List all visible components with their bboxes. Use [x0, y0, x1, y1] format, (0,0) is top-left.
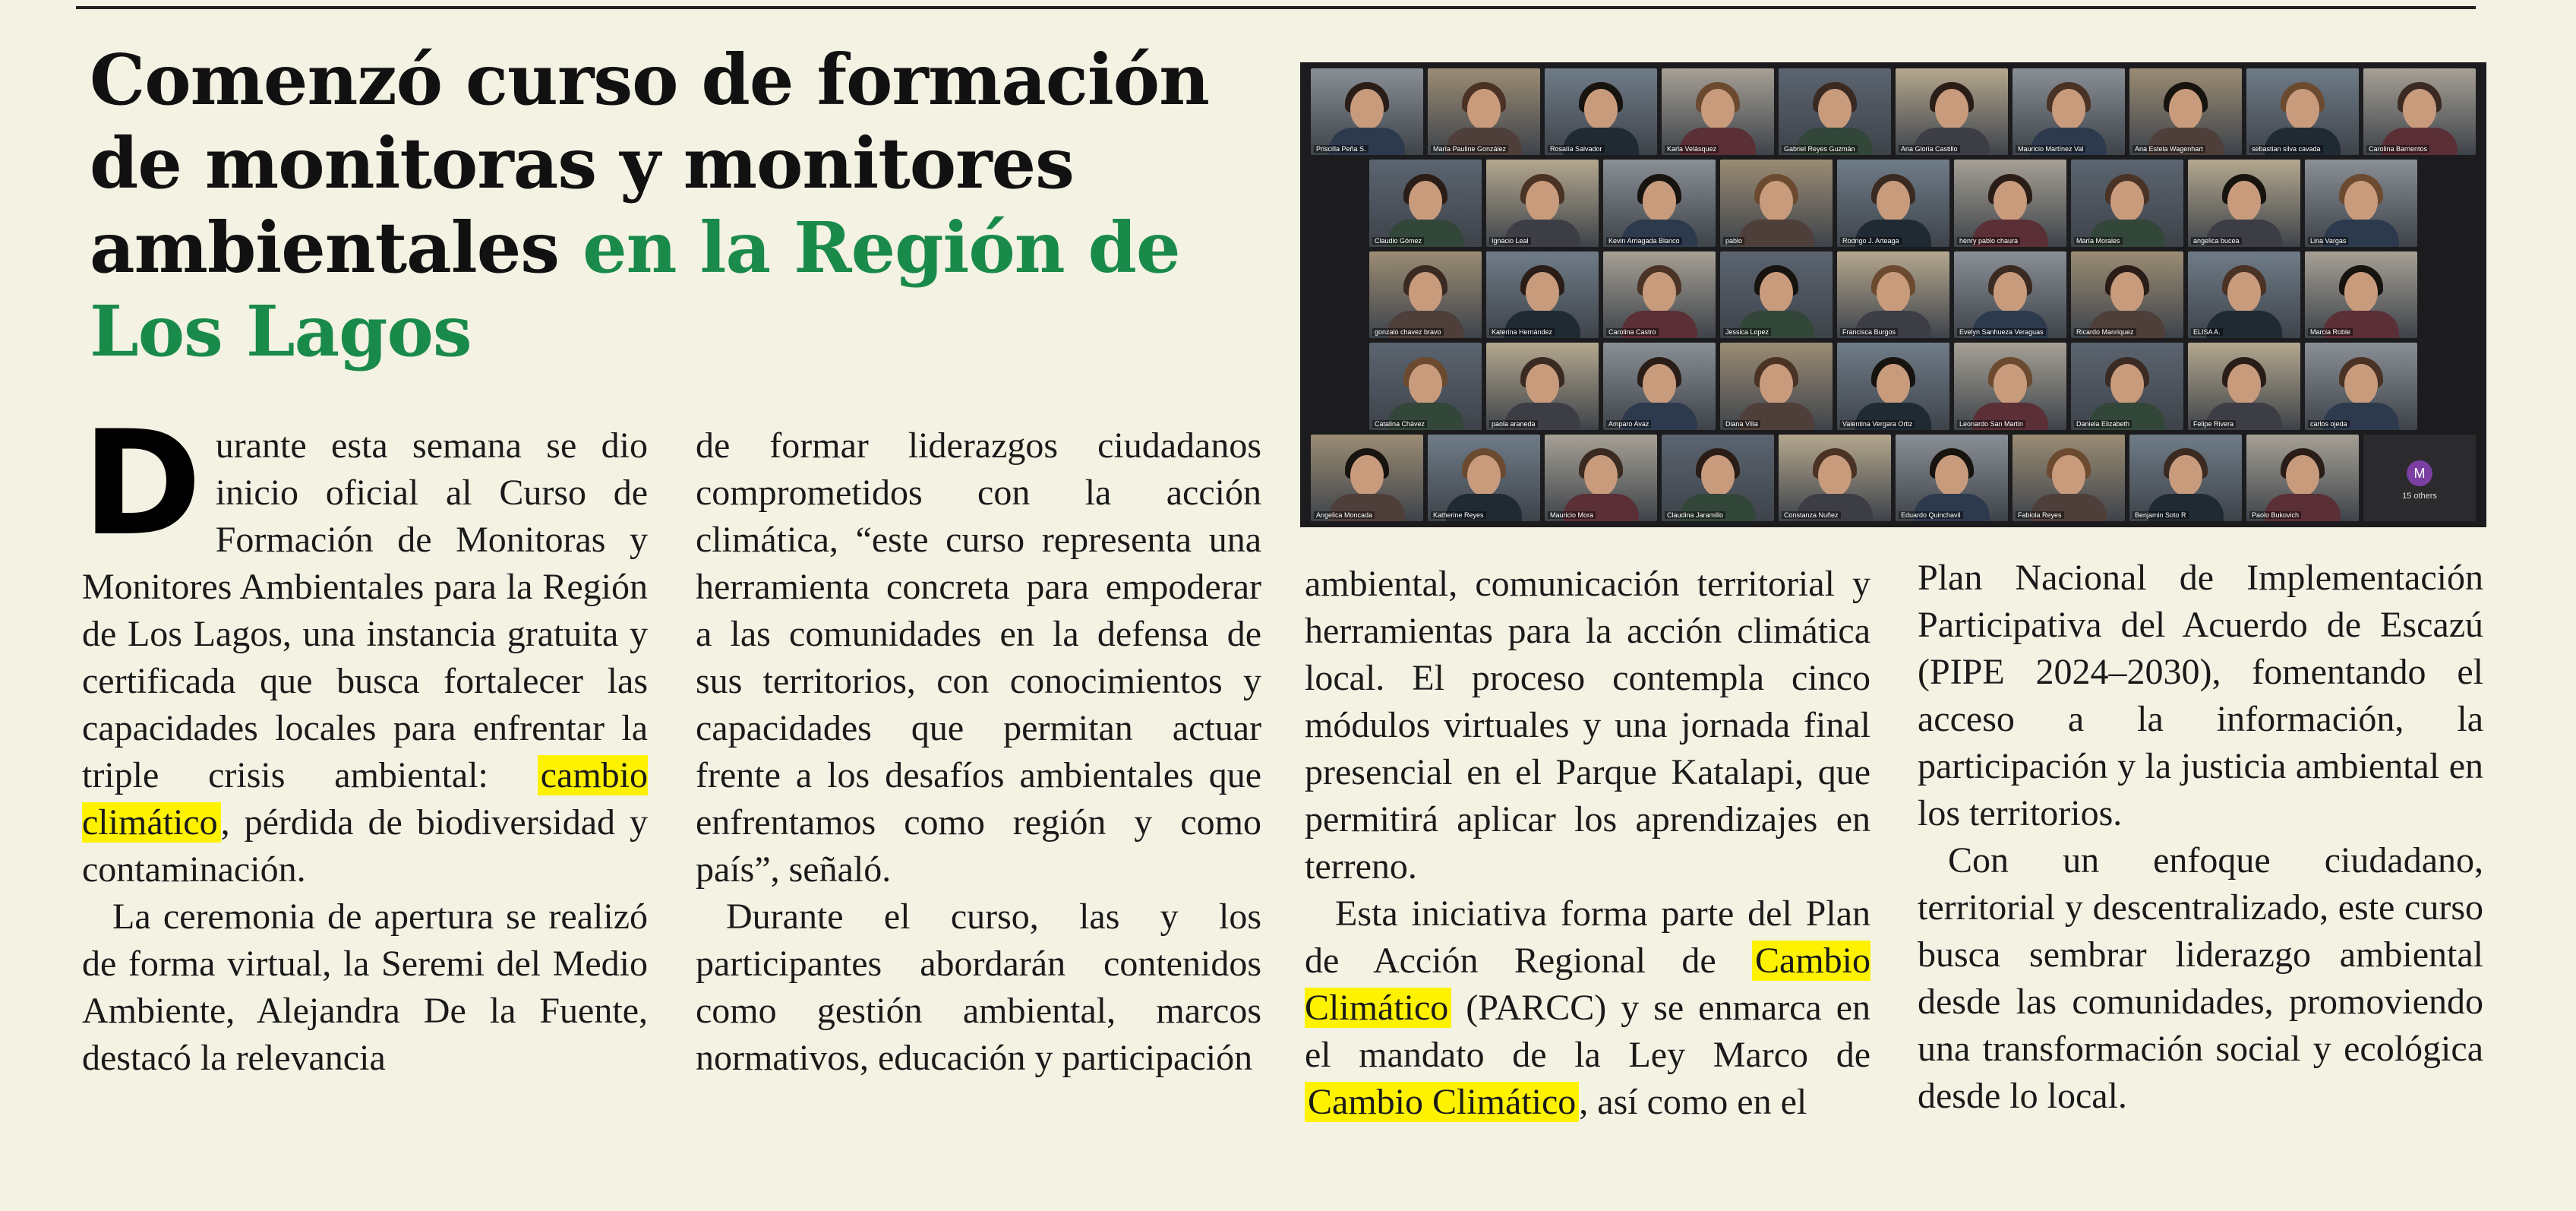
participant-face	[1409, 181, 1442, 222]
participant-tile	[1837, 160, 1949, 246]
participant-name: Gabriel Reyes Guzmán	[1782, 145, 1858, 153]
paragraph	[1305, 890, 1870, 1126]
others-label: 15 others	[2402, 492, 2437, 501]
participant-name: Marcia Roble	[2308, 328, 2353, 336]
participant-face	[1877, 364, 1910, 405]
highlighted-term: Cambio Climático	[1305, 1082, 1579, 1122]
participant-name: Jessica Lopez	[1723, 328, 1771, 336]
participant-tile	[1545, 435, 1657, 521]
participant-face	[1760, 181, 1793, 222]
participant-name: Rodrigo J. Arteaga	[1840, 237, 1902, 245]
participant-tile	[1603, 251, 1716, 338]
participant-face	[1643, 272, 1676, 313]
participant-name: pablo	[1723, 237, 1744, 245]
participant-tile	[1369, 343, 1482, 429]
participant-face	[1350, 455, 1384, 496]
paragraph: ambiental, comunicación territorial y herramientas para la acción climática local. El proceso contempla cinco módulos virtuales y una jornada final presencial en el Parque Katalapi, que permitirá aplicar los aprendizajes en terreno.	[1305, 564, 1870, 887]
participant-tile	[1486, 251, 1599, 338]
participant-face	[1584, 89, 1618, 130]
participant-grid	[1306, 68, 2480, 521]
participant-tile	[1486, 343, 1599, 429]
participant-face	[2169, 89, 2202, 130]
headline-region: en la Región de Los Lagos	[90, 206, 1180, 373]
participant-face	[1818, 455, 1852, 496]
participant-face	[2052, 455, 2085, 496]
participant-name: Kevin Arriagada Blanco	[1606, 237, 1682, 245]
paragraph: Plan Nacional de Implementación Participativa del Acuerdo de Escazú (PIPE 2024–2030), fomentando el acceso a la información, la participación y la justicia ambiental en los territorios.	[1918, 558, 2483, 833]
participant-name: Constanza Nuñez	[1782, 511, 1841, 519]
participant-face	[2227, 181, 2261, 222]
participant-tile	[1603, 160, 1716, 246]
column-4	[1918, 555, 2483, 1120]
participant-name: ELISA A.	[2191, 328, 2223, 336]
avatar: M	[2407, 460, 2432, 486]
participant-tile	[1545, 68, 1657, 155]
participant-face	[1935, 455, 1968, 496]
participant-tile	[2071, 343, 2183, 429]
participant-body	[1738, 220, 1814, 247]
participant-tile	[1837, 343, 1949, 429]
participant-face	[1409, 364, 1442, 405]
participant-tile	[2129, 68, 2242, 155]
participant-tile	[1662, 68, 1774, 155]
participant-name: Ricardo Manriquez	[2074, 328, 2136, 336]
highlighted-term: cambio climático	[82, 755, 648, 843]
participant-name: Karla Velásquez	[1665, 145, 1719, 153]
participant-face	[1467, 89, 1501, 130]
participant-name: angelica bucea	[2191, 237, 2242, 245]
participant-name: Carolina Barrientos	[2366, 145, 2429, 153]
participant-row	[1306, 68, 2480, 155]
participant-name: Francisca Burgos	[1840, 328, 1898, 336]
participant-name: Catalina Chávez	[1372, 420, 1427, 428]
participant-face	[2227, 272, 2261, 313]
participant-face	[1643, 364, 1676, 405]
participant-face	[2344, 181, 2378, 222]
participant-name: Paolo Bukovich	[2249, 511, 2301, 519]
participant-face	[2169, 455, 2202, 496]
participant-face	[2403, 89, 2436, 130]
paragraph-text: Esta iniciativa forma parte del Plan de Acción Regional de	[1305, 893, 1870, 981]
participant-tile	[1486, 160, 1599, 246]
participant-name: Priscilla Peña S.	[1314, 145, 1368, 153]
others-tile	[2363, 435, 2476, 521]
participant-name: paola araneda	[1489, 420, 1538, 428]
participant-tile	[1369, 160, 1482, 246]
drop-cap: D	[82, 400, 202, 568]
participant-face	[1526, 364, 1559, 405]
participant-name: Eduardo Quinchavil	[1899, 511, 1963, 519]
participant-tile	[2246, 68, 2359, 155]
participant-tile	[1954, 343, 2066, 429]
paragraph: La ceremonia de apertura se realizó de forma virtual, la Seremi del Medio Ambiente, Alejandra De la Fuente, destacó la relevancia	[82, 896, 648, 1078]
participant-tile	[1428, 68, 1540, 155]
paragraph-text: (PARCC) y se enmarca en el mandato de la Ley Marco de	[1305, 988, 1870, 1075]
participant-name: Carolina Castro	[1606, 328, 1659, 336]
participant-tile	[2129, 435, 2242, 521]
participant-tile	[1428, 435, 1540, 521]
participant-face	[2052, 89, 2085, 130]
participant-face	[2286, 455, 2319, 496]
participant-name: gonzalo chavez bravo	[1372, 328, 1444, 336]
participant-tile	[1954, 251, 2066, 338]
participant-name: Leonardo San Martin	[1957, 420, 2025, 428]
participant-name: Fabiola Reyes	[2016, 511, 2064, 519]
participant-face	[1467, 455, 1501, 496]
participant-tile	[2305, 343, 2417, 429]
participant-face	[1877, 181, 1910, 222]
participant-face	[1818, 89, 1852, 130]
participant-name: Rosalía Salvador	[1548, 145, 1605, 153]
participant-tile	[2012, 435, 2125, 521]
participant-name: Ana Gloria Castillo	[1899, 145, 1960, 153]
participant-tile	[2363, 68, 2476, 155]
participant-face	[2110, 272, 2144, 313]
participant-name: Katerina Hernández	[1489, 328, 1555, 336]
participant-tile	[1720, 160, 1833, 246]
participant-name: Valentina Vergara Ortiz	[1840, 420, 1915, 428]
participant-name: Daniela Elizabeth	[2074, 420, 2132, 428]
participant-tile	[2188, 343, 2300, 429]
top-rule	[76, 6, 2476, 9]
participant-face	[1994, 181, 2027, 222]
participant-face	[1643, 181, 1676, 222]
participant-tile	[1662, 435, 1774, 521]
participant-tile	[1369, 251, 1482, 338]
participant-face	[1994, 272, 2027, 313]
participant-tile	[1896, 435, 2008, 521]
participant-tile	[1720, 251, 1833, 338]
participant-face	[1701, 89, 1735, 130]
participant-tile	[2305, 251, 2417, 338]
headline	[90, 38, 1274, 374]
participant-name: Mauricio Martínez Val	[2016, 145, 2085, 153]
participant-face	[2286, 89, 2319, 130]
participant-tile	[2305, 160, 2417, 246]
participant-face	[2344, 364, 2378, 405]
participant-tile	[1896, 68, 2008, 155]
participant-name: Claudio Gómez	[1372, 237, 1424, 245]
participant-face	[1760, 272, 1793, 313]
participant-tile	[2071, 251, 2183, 338]
participant-face	[1526, 181, 1559, 222]
participant-name: Ignacio Leal	[1489, 237, 1531, 245]
participant-tile	[2071, 160, 2183, 246]
participant-tile	[1779, 68, 1891, 155]
participant-face	[2110, 181, 2144, 222]
participant-tile	[1311, 435, 1423, 521]
participant-tile	[2188, 160, 2300, 246]
participant-tile	[1779, 435, 1891, 521]
participant-face	[1760, 364, 1793, 405]
participant-name: Evelyn Sanhueza Veraguas	[1957, 328, 2046, 336]
participant-tile	[1954, 160, 2066, 246]
participant-name: Felipe Rivera	[2191, 420, 2236, 428]
participant-name: Mauricio Mora	[1548, 511, 1596, 519]
participant-tile	[1603, 343, 1716, 429]
participant-face	[1526, 272, 1559, 313]
participant-tile	[2246, 435, 2359, 521]
participant-name: henry pablo chaura	[1957, 237, 2020, 245]
paragraph-text: , así como en el	[1579, 1082, 1807, 1122]
participant-face	[2227, 364, 2261, 405]
participant-name: Claudina Jaramillo	[1665, 511, 1725, 519]
column-3	[1305, 561, 1870, 1126]
participant-face	[1935, 89, 1968, 130]
paragraph	[82, 400, 648, 893]
participant-tile	[1311, 68, 1423, 155]
headline-main: Comenzó curso de formación de monitoras y monitores ambientales	[90, 39, 1210, 289]
participant-name: María Morales	[2074, 237, 2123, 245]
participant-face	[1994, 364, 2027, 405]
participant-face	[1409, 272, 1442, 313]
paragraph: Durante el curso, las y los participantes abordarán contenidos como gestión ambiental, marcos normativos, educación y participación	[696, 896, 1261, 1078]
paragraph-text: urante esta semana se dio inicio oficial al Curso de Formación de Monitoras y Monitores Ambientales para la Región de Los Lagos, una instancia gratuita y certificada que busca fortalecer las capacidades locales para enfrentar la triple crisis ambiental:	[82, 425, 648, 795]
participant-face	[2344, 272, 2378, 313]
participant-name: Diana Villa	[1723, 420, 1760, 428]
participant-name: Amparo Avaz	[1606, 420, 1651, 428]
paragraph-text: , pérdida de biodiversidad y contaminación.	[82, 802, 648, 890]
column-1	[82, 400, 648, 1082]
paragraph: de formar liderazgos ciudadanos comprometidos con la acción climática, “este curso representa una herramienta concreta para empoderar a las comunidades en la defensa de sus territorios, con conocimientos y capacidades que permitan actuar frente a los desafíos ambientales que enfrentamos como región y como país”, señaló.	[696, 425, 1261, 890]
participant-face	[1584, 455, 1618, 496]
participant-tile	[1837, 251, 1949, 338]
paragraph: Con un enfoque ciudadano, territorial y descentralizado, este curso busca sembrar liderazgo ambiental desde las comunidades, promoviendo una transformación social y ecológica desde lo local.	[1918, 840, 2483, 1116]
participant-tile	[1720, 343, 1833, 429]
participant-name: Angelica Moncada	[1314, 511, 1375, 519]
participant-name: Lina Vargas	[2308, 237, 2348, 245]
participant-name: carlos ojeda	[2308, 420, 2350, 428]
highlighted-term: Cambio Climático	[1305, 941, 1870, 1028]
participant-row	[1306, 251, 2480, 338]
videocall-photo	[1300, 62, 2486, 527]
participant-name: sebastian silva cavada	[2249, 145, 2323, 153]
participant-face	[2110, 364, 2144, 405]
participant-name: Benjamin Soto R	[2132, 511, 2189, 519]
participant-name: Ana Estela Wagenhart	[2132, 145, 2205, 153]
column-2	[696, 422, 1261, 1082]
participant-face	[1877, 272, 1910, 313]
participant-row	[1306, 343, 2480, 429]
participant-name: María Pauline González	[1431, 145, 1508, 153]
participant-row	[1306, 160, 2480, 246]
participant-tile	[2012, 68, 2125, 155]
participant-tile	[2188, 251, 2300, 338]
participant-row	[1306, 435, 2480, 521]
participant-face	[1701, 455, 1735, 496]
participant-name: Katherine Reyes	[1431, 511, 1486, 519]
participant-face	[1350, 89, 1384, 130]
